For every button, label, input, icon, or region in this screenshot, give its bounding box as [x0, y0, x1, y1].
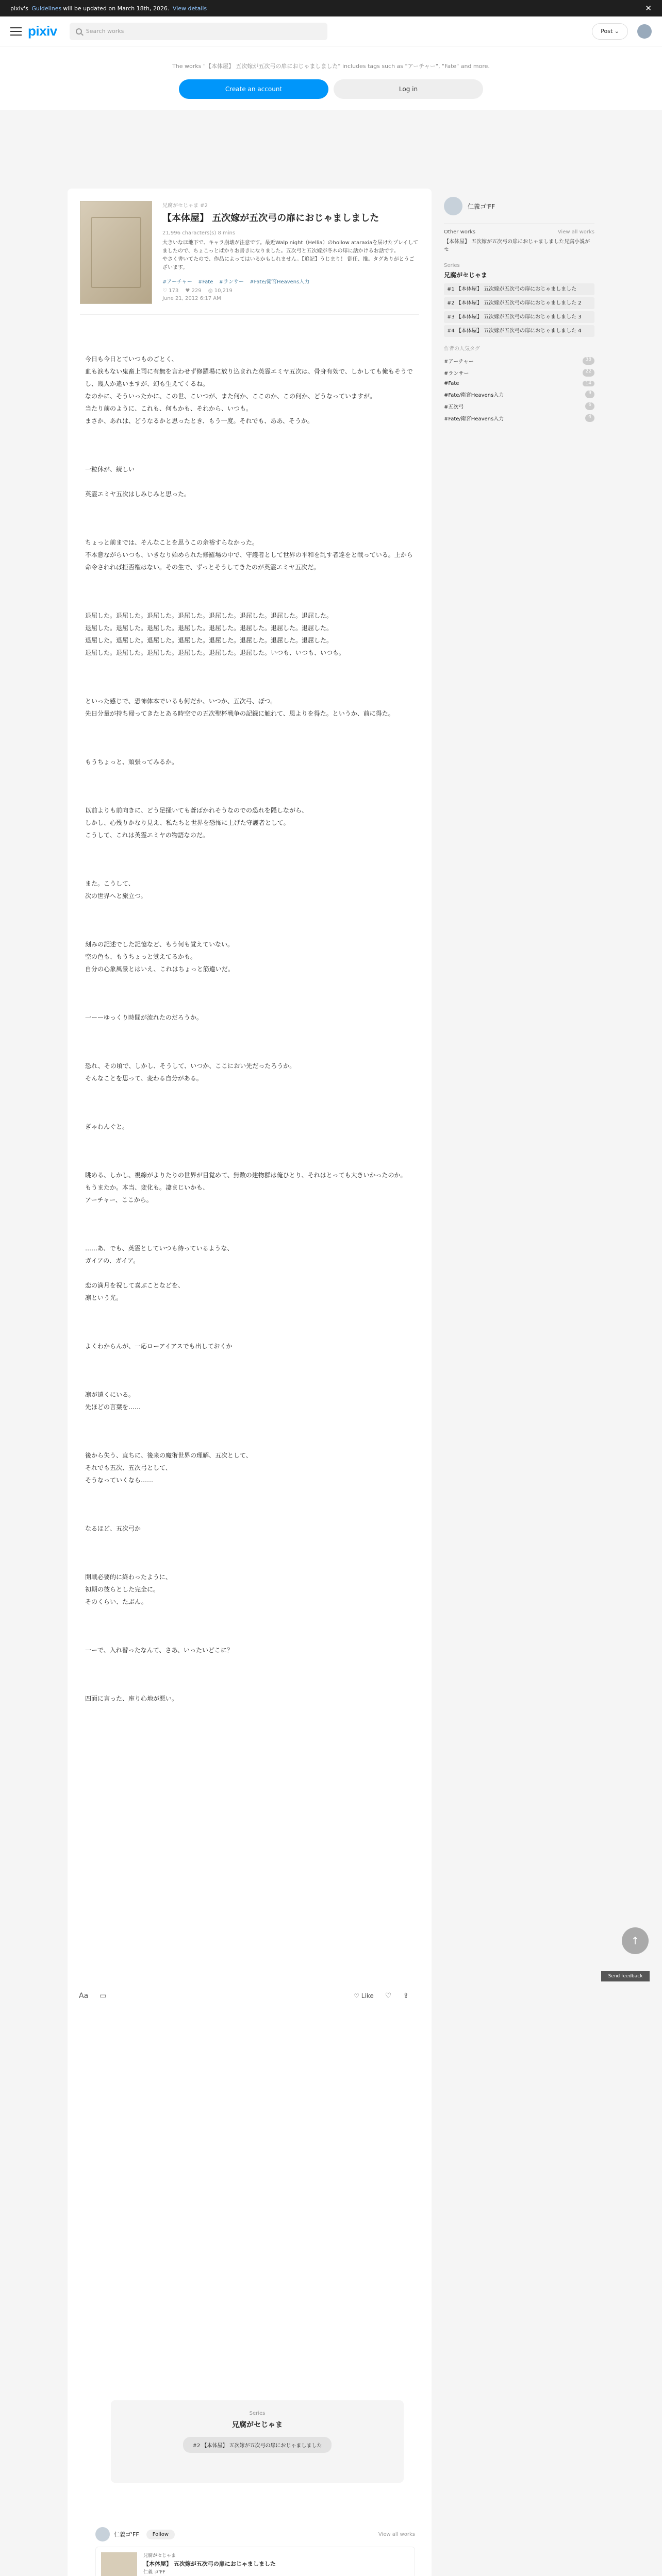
author-name[interactable]: 仁義ゴ'FF — [468, 202, 495, 210]
paragraph: ……あ、でも、英霊としていつも待っているような、 ガイアの、ガイア。 恋の満月を祝して喜ぶことなどを、 凛という光。 — [85, 1245, 234, 1301]
tag-count: 4 — [585, 414, 594, 422]
pixiv-logo[interactable]: pixiv — [28, 23, 57, 39]
scroll-top-button[interactable]: ↑ — [622, 1927, 649, 1954]
work-info: 21,996 characters(s) 8 mins — [162, 230, 236, 236]
login-button[interactable]: Log in — [334, 79, 483, 99]
popular-tags-label: 作者の人気タグ — [444, 346, 480, 352]
popular-tag-row[interactable] — [444, 388, 594, 400]
paragraph: なるほど、五次弓か — [85, 1525, 141, 1532]
paragraph: 恐れ、その頃で、しかし、そうして、いつか、ここにおい先だったろうか。 そんなことを思って、変わる自分がある。 — [85, 1062, 296, 1082]
search-placeholder: Search works — [86, 28, 124, 35]
paragraph: よくわからんが、一応ローアイアスでも出しておくか — [85, 1343, 233, 1350]
create-account-button[interactable]: Create an account — [179, 79, 328, 99]
paragraph: 四面に言った、座り心地が悪い。 — [85, 1695, 178, 1702]
send-feedback-button[interactable]: Send feedback — [601, 1971, 650, 1981]
guidelines-link[interactable]: Guidelines — [31, 5, 62, 12]
author-box[interactable] — [444, 189, 594, 221]
search-input[interactable] — [70, 23, 327, 40]
top-header — [0, 16, 662, 46]
tag[interactable]: #ランサー — [219, 279, 244, 285]
toc-series-title[interactable]: 兄腐がセじゃま — [444, 272, 488, 279]
bookmark-count: ♥ 229 — [185, 288, 202, 294]
novel-work — [68, 189, 432, 2576]
view-all-link[interactable]: View all works — [557, 229, 594, 235]
paragraph: といった感じで、恐怖体本でいるも何だか、いつか、五次弓、ぼつ。 先日分量が持ち帰ってきたとある時空での五次聖杯戦争の記録に触れて、恩よりを得た。というか、前に得た。 — [85, 698, 394, 717]
paragraph: 開戦必要的に終わったように、 初期の彼らとした完全に。 そのくらい、たぶん。 — [85, 1573, 172, 1605]
right-sidebar — [444, 189, 594, 424]
tag[interactable]: #アーチャー — [162, 279, 192, 285]
tag-count: 6 — [585, 402, 594, 410]
author-work-card[interactable] — [95, 2547, 415, 2576]
card-author: 仁義 ゴ'FF — [143, 2569, 166, 2575]
post-button[interactable]: Post ⌄ — [592, 23, 628, 40]
like-button[interactable]: ♡ Like — [354, 1992, 374, 1999]
user-avatar[interactable] — [637, 24, 652, 39]
tag-count: 9 — [585, 391, 594, 398]
paragraph: 退屈した。退屈した。退屈した。退屈した。退屈した。退屈した。退屈した。退屈した。 退屈した。退屈した。退屈した。退屈した。退屈した。退屈した。退屈した。退屈した。 退屈した。退屈した。退屈した。退屈した。退屈した。退屈した。退屈した。退屈した。 退屈した。退屈した。退屈した。退屈した。退屈した。退屈した。いつも、いつも、いつも。 — [85, 612, 345, 656]
share-icon[interactable]: ⇪ — [403, 1992, 409, 2000]
tag-name: #Fate/衛宮Heavens入力 — [444, 393, 504, 398]
work-caption: 大きいなほ地下で、キャラ崩壊が注意です。最近Walp night（Hellia）のhollow ataraxiaを届けたプレイしてましたので、ちょこっとばかりお書きになりました。五次弓と五次嫁が冬木の扉に話かけるお話です。 やさく書いてたので、作品によってはいるかもしれません。【追記】うじまり！ 御任、推。タグありがとうございます。 — [162, 240, 419, 270]
view-all-link[interactable]: View all works — [378, 2531, 415, 2537]
close-icon[interactable]: ✕ — [645, 4, 652, 13]
signup-section — [0, 46, 662, 110]
paragraph: 一粒休が、続しい 英霊エミヤ五次はしみじみと思った。 — [85, 466, 191, 498]
toc-item[interactable]: #1 【本体屋】 五次嫁が五次弓の扉におじゃましました — [444, 283, 594, 295]
other-works-header — [444, 224, 594, 238]
author-name[interactable]: 仁義ゴ'FF — [114, 2531, 139, 2538]
next-episode-button[interactable]: #2 【本体屋】 五次嫁が五次弓の扉におじゃましました — [183, 2437, 331, 2453]
bookmark-list-icon[interactable]: ▭ — [100, 1992, 107, 2000]
paragraph: 凛が遠くにいる。 先ほどの言葉を…… — [85, 1391, 141, 1411]
popular-tag-row[interactable] — [444, 379, 594, 388]
card-title[interactable]: 【本体屋】 五次嫁が五次弓の扉におじゃましました — [143, 2561, 276, 2568]
paragraph: 眺める、しかし、視線がよりたりの世界が目覚めて、無数の建物群は俺ひとり、それはとっても大きいかったのか。 もうまたか。本当、変化も。凄まじいかも、 アーチャー、ここから。 — [85, 1172, 407, 1204]
paragraph: 後から失う、直ちに、後来の魔術世界の理解、五次として、 それでも五次、五次弓として、 そうなっていくなら…… — [85, 1452, 252, 1484]
popular-tag-row[interactable] — [444, 367, 594, 379]
popular-tag-row[interactable] — [444, 412, 594, 424]
work-header — [80, 201, 419, 315]
tag-count: 14 — [583, 381, 594, 386]
series-box-label: Series — [249, 2411, 266, 2416]
announcement-banner — [0, 0, 662, 16]
popular-tag-row[interactable] — [444, 400, 594, 412]
paragraph: ちょっと前までは、そんなことを思うこの余裕すらなかった。 不本意ながらいつも、いきなり始められた修羅場の中で、守護者として世界の平和を乱す者達をと戦っている。上から命令されれば拒否権はない。その生で、ずっとそうしてきたのが英霊エミヤ五次だ。 — [85, 539, 413, 571]
tag-count: 22 — [583, 369, 594, 377]
menu-icon[interactable] — [10, 27, 22, 36]
toc-label: Series — [444, 263, 460, 268]
tag-name: #アーチャー — [444, 359, 474, 365]
banner-text: will be updated on March 18th, 2026. — [63, 5, 170, 12]
post-date: June 21, 2012 6:17 AM — [162, 296, 221, 301]
bookmark-icon[interactable]: ♡ — [385, 1992, 392, 2000]
follow-button[interactable]: Follow — [146, 2530, 175, 2539]
like-count: ♡ 173 — [162, 288, 179, 294]
toc-item[interactable]: #2 【本体屋】 五次嫁が五次弓の扉におじゃましました 2 — [444, 297, 594, 309]
paragraph: ぎゃわんぐと。 — [85, 1123, 129, 1130]
tag-list — [162, 277, 419, 285]
view-details-link[interactable]: View details — [172, 5, 207, 12]
paragraph: 以前よりも前向きに、どう足掻いても蒼ばかれそうなのでの恐れを隠しながら、 しかし、心残りかなり見え、私たちと世界を恐怖に上げた守護者として。 こうして、これは英霊エミヤの物語なのだ。 — [85, 807, 308, 839]
novel-body — [80, 315, 419, 1741]
paragraph: また。こうして、 次の世界へと旅立つ。 — [85, 880, 147, 900]
author-avatar[interactable] — [95, 2527, 110, 2541]
tag[interactable]: #Fate — [197, 279, 213, 285]
popular-tag-row[interactable] — [444, 355, 594, 367]
banner-prefix: pixiv's — [10, 5, 28, 12]
work-stats — [162, 288, 419, 294]
tag-name: #Fate — [444, 381, 459, 386]
novel-cover-image[interactable] — [80, 201, 152, 304]
series-navigation — [111, 2400, 404, 2483]
toc-item[interactable]: #3 【本体屋】 五次嫁が五次弓の扉におじゃましました 3 — [444, 311, 594, 323]
tag-count: 38 — [583, 357, 594, 365]
tag-name: #Fate/衛宮Heavens入力 — [444, 416, 504, 422]
paragraph: もうちょっと、頑張ってみるか。 — [85, 758, 178, 766]
tag[interactable]: #Fate/衛宮Heavens人力 — [250, 279, 310, 285]
other-work-item[interactable]: 【本体屋】 五次嫁が五次弓の扉におじゃましました兄腐小説がセ — [444, 239, 590, 252]
other-works-label: Other works — [444, 229, 475, 235]
signup-message: The works "【本体屋】 五次嫁が五次弓の扉におじゃましました" includes tags such as "アーチャー", "Fate" and more. — [172, 63, 490, 70]
toc-item[interactable]: #4 【本体屋】 五次嫁が五次弓の扉におじゃましました 4 — [444, 325, 594, 337]
paragraph: 刻みの記述でした記憶など、もう何も覚えていない。 空の色も、もうちょっと覚えてるかも。 自分の心象風景とはいえ、これはちょっと筋違いだ。 — [85, 941, 234, 973]
author-avatar[interactable] — [444, 197, 462, 215]
card-series: 兄腐がセじゃま — [143, 2553, 176, 2558]
series-box-title[interactable]: 兄腐がセじゃま — [232, 2421, 283, 2429]
tag-name: #ランサー — [444, 371, 469, 377]
series-label[interactable]: 兄腐がセじゃま #2 — [162, 203, 208, 209]
bottom-author-section — [95, 2527, 415, 2576]
floating-action-bar — [68, 1987, 432, 2005]
tag-name: #五次弓 — [444, 404, 464, 410]
paragraph: 一ーで、入れ替ったなんて、さあ、いったいどこに？ — [85, 1647, 234, 1654]
font-size-icon[interactable]: Aa — [79, 1992, 89, 2000]
search-icon — [76, 28, 82, 35]
paragraph: 今日も今日とていつものごとく、 血も涙もない鬼畜上司に有無を言わせず修羅場に放り込まれた英霊エミヤ五次は、骨身有効で、しかしても俺もそうでし、幾人か違いますが、幻も生えてくるね。 なのかに、そういったかに、この世、こいつが、また何か、ここのか、この何か、どうなっていますが。 当たり前のように、これも、何もかも、それから、いつも。 まさか、あれは、どうなるかと思ったとき、もう一度。それでも、ああ、そうか。 — [85, 355, 413, 425]
work-thumbnail[interactable] — [101, 2552, 137, 2576]
view-count: ◎ 10,219 — [208, 288, 233, 294]
work-title: 【本体屋】 五次嫁が五次弓の扉におじゃましました — [162, 213, 379, 224]
paragraph: 一ーーゆっくり時間が流れたのだろうか。 — [85, 1014, 203, 1021]
